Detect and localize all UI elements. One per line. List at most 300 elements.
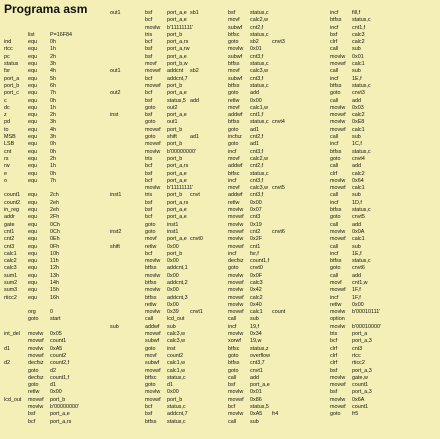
code-mnemonic: bsf: [145, 411, 153, 418]
code-line: [330, 54, 414, 61]
code-mnemonic: bsf: [330, 389, 338, 396]
code-label: d1: [4, 345, 10, 352]
code-operand: [352, 316, 414, 323]
code-line: [330, 149, 414, 156]
code-mnemonic: call: [145, 316, 154, 323]
code-mnemonic: movf: [330, 279, 342, 286]
code-label: count2: [4, 199, 21, 206]
code-operand: lcd_out: [167, 316, 185, 323]
code-line: [272, 316, 302, 323]
code-operand: port_a,rs: [167, 199, 189, 206]
code-operand: status,c: [250, 170, 269, 177]
code-mnemonic: bsf: [145, 53, 153, 60]
code-line: [110, 119, 130, 126]
code-label: out1: [110, 10, 121, 16]
code-operand: calc3: [352, 31, 365, 38]
code-line: [110, 68, 130, 75]
code-operand: port_a,e: [167, 53, 187, 60]
code-mnemonic: addwf: [145, 323, 160, 330]
code-label: fsr: [4, 68, 10, 75]
code-line: [330, 346, 414, 353]
code-line: [330, 404, 414, 411]
code-line: [330, 39, 414, 46]
code-line: [330, 382, 414, 389]
code-label: [4, 309, 28, 316]
code-mnemonic: bcf: [145, 163, 153, 170]
code-line: [110, 149, 130, 156]
code-label: [190, 375, 210, 382]
code-operand: 14h: [50, 279, 59, 286]
code-operand: sub: [352, 68, 361, 75]
code-line: [190, 141, 210, 148]
code-line: [272, 134, 302, 141]
code-mnemonic: movwf: [228, 309, 244, 316]
code-line: [330, 389, 414, 396]
code-operand: inst1: [167, 221, 179, 228]
code-mnemonic: incf: [228, 177, 237, 184]
code-mnemonic: equ: [28, 207, 37, 214]
code-label: [110, 39, 130, 46]
code-line: [272, 39, 302, 46]
code-operand: 13h: [50, 272, 59, 279]
code-operand: d2: [50, 367, 56, 374]
code-line: [190, 360, 210, 367]
code-line: [330, 331, 414, 338]
code-mnemonic: equ: [28, 228, 37, 235]
code-label: [110, 360, 130, 367]
code-operand: status,5: [250, 404, 269, 411]
code-mnemonic: equ: [28, 214, 37, 221]
code-line: [110, 251, 130, 258]
code-mnemonic: movwf: [145, 367, 161, 374]
code-label: cnvt6: [272, 228, 285, 235]
code-operand: port_b: [167, 141, 183, 148]
code-operand: port_a,e: [167, 207, 187, 214]
code-line: [190, 10, 210, 17]
code-label: [110, 389, 130, 396]
code-mnemonic: movwf: [330, 382, 346, 389]
code-mnemonic: clrf: [330, 360, 338, 367]
code-mnemonic: retlw: [145, 301, 157, 308]
code-label: [190, 280, 210, 287]
code-line: [330, 295, 414, 302]
code-label: [4, 324, 28, 331]
code-label: [190, 171, 210, 178]
code-mnemonic: equ: [28, 134, 37, 141]
code-operand: count1: [352, 404, 369, 411]
code-line: [190, 353, 210, 360]
code-line: [330, 280, 414, 287]
code-line: [110, 360, 130, 367]
code-label: [190, 61, 210, 68]
code-label: [272, 389, 302, 396]
code-operand: b'00010000': [352, 323, 382, 330]
code-line: [110, 98, 130, 105]
code-mnemonic: goto: [28, 382, 39, 389]
code-operand: calc3,w: [250, 185, 268, 192]
code-line: [330, 68, 414, 75]
code-line: [190, 105, 210, 112]
code-mnemonic: goto: [330, 214, 341, 221]
code-label: [110, 236, 130, 243]
code-label: status: [4, 61, 19, 68]
code-label: [272, 163, 302, 170]
code-operand: b'00000000': [50, 404, 80, 411]
code-line: [110, 397, 130, 404]
code-line: [110, 178, 130, 185]
code-label: [190, 353, 210, 360]
code-line: [110, 54, 130, 61]
code-line: [190, 236, 210, 243]
code-label: out2: [110, 90, 121, 97]
code-line: [4, 258, 100, 265]
code-mnemonic: bcf: [145, 90, 153, 97]
code-operand: cnt3: [352, 345, 363, 352]
code-operand: 1D,f: [352, 199, 362, 206]
code-label: [272, 324, 302, 331]
code-line: [330, 265, 414, 272]
code-label: [110, 258, 130, 265]
code-operand: 1E,f: [352, 75, 362, 82]
code-line: [330, 360, 414, 367]
code-label: ind: [4, 39, 12, 46]
code-mnemonic: goto: [228, 126, 239, 133]
code-line: [190, 127, 210, 134]
code-operand: 0Eh: [50, 236, 60, 243]
code-mnemonic: btfsc: [228, 345, 240, 352]
code-operand: 3h: [50, 119, 56, 126]
code-label: cnvt3: [272, 39, 285, 46]
code-label: [190, 119, 210, 126]
code-label: inst: [110, 112, 119, 119]
code-label: rticc2: [4, 294, 17, 301]
code-mnemonic: movlw: [145, 272, 161, 279]
code-operand: b'11111111': [167, 24, 194, 31]
code-mnemonic: incf: [330, 141, 339, 148]
code-line: [110, 10, 130, 17]
code-column-6: [272, 10, 302, 419]
code-operand: calc2: [352, 39, 365, 46]
code-mnemonic: call: [330, 46, 339, 53]
code-label: port_c: [4, 90, 19, 97]
code-mnemonic: equ: [28, 97, 37, 104]
code-line: [272, 280, 302, 287]
code-label: [110, 331, 130, 338]
code-mnemonic: movlw: [145, 389, 161, 396]
code-line: [330, 222, 414, 229]
code-label: [272, 90, 302, 97]
code-line: [4, 324, 100, 331]
code-mnemonic: incf: [330, 10, 339, 16]
code-mnemonic: incf: [330, 24, 339, 31]
code-line: [4, 105, 100, 112]
code-line: [4, 244, 100, 251]
code-label: cnvt4: [272, 119, 285, 126]
code-mnemonic: movwf: [228, 214, 244, 221]
code-line: [190, 39, 210, 46]
code-operand: rtcc: [352, 352, 361, 359]
code-label: [272, 397, 302, 404]
code-mnemonic: movf: [228, 68, 240, 75]
code-label: [272, 141, 302, 148]
code-line: [330, 200, 414, 207]
code-label: rs: [4, 155, 9, 162]
code-line: [4, 346, 100, 353]
code-operand: 0Ch: [50, 228, 60, 235]
code-label: shift: [110, 243, 120, 250]
code-operand: cnt3,f: [250, 53, 264, 60]
code-line: [190, 119, 210, 126]
code-line: [4, 382, 100, 389]
code-line: [110, 156, 130, 163]
code-operand: 0x00: [167, 243, 179, 250]
code-line: [110, 185, 130, 192]
code-line: [330, 368, 414, 375]
code-operand: 0x00: [250, 199, 262, 206]
code-label: [110, 411, 130, 418]
code-line: [110, 404, 130, 411]
code-label: sum1: [4, 272, 18, 279]
code-operand: calc1,w: [250, 104, 268, 111]
code-operand: cnvt6: [352, 265, 365, 272]
code-label: [190, 302, 210, 309]
code-line: [272, 112, 302, 119]
code-operand: 1F,f: [352, 294, 361, 301]
code-mnemonic: list: [28, 31, 35, 38]
code-label: [272, 149, 302, 156]
code-mnemonic: goto: [145, 104, 156, 111]
code-operand: 0x00: [352, 301, 364, 308]
code-operand: port_b: [167, 82, 183, 89]
code-mnemonic: btfsc: [145, 374, 157, 381]
code-line: [110, 163, 130, 170]
code-line: [190, 90, 210, 97]
code-line: [272, 98, 302, 105]
code-line: [330, 353, 414, 360]
code-operand: status,5: [167, 97, 186, 104]
code-mnemonic: call: [330, 97, 339, 104]
code-line: [330, 10, 414, 17]
code-operand: 1h: [50, 163, 56, 170]
code-operand: 0Ch: [50, 221, 60, 228]
code-operand: 0h: [50, 148, 56, 155]
code-mnemonic: movlw: [28, 331, 44, 338]
code-label: [272, 287, 302, 294]
code-operand: 2eh: [50, 199, 59, 206]
code-mnemonic: incf: [228, 323, 237, 330]
code-label: [110, 171, 130, 178]
code-mnemonic: movwf: [330, 236, 346, 243]
code-line: [110, 76, 130, 83]
code-mnemonic: goto: [228, 141, 239, 148]
code-label: MSB: [4, 134, 16, 141]
code-label: sub: [110, 323, 119, 330]
code-operand: port_a,3: [352, 338, 372, 345]
code-mnemonic: goto: [228, 90, 239, 97]
code-line: [272, 17, 302, 24]
code-line: [272, 178, 302, 185]
code-operand: b'00010111': [352, 309, 381, 316]
code-operand: port_a,rs: [167, 163, 189, 170]
code-label: [272, 331, 302, 338]
code-mnemonic: movwf: [28, 396, 44, 403]
code-line: [272, 265, 302, 272]
code-operand: sb2: [250, 39, 259, 46]
code-line: [4, 149, 100, 156]
code-label: [190, 149, 210, 156]
code-mnemonic: movwf: [145, 126, 161, 133]
code-line: [110, 61, 130, 68]
code-mnemonic: call: [228, 418, 237, 425]
code-mnemonic: org: [28, 309, 36, 316]
code-line: [4, 185, 100, 192]
code-line: [272, 32, 302, 39]
code-operand: cnt2: [250, 228, 261, 235]
code-label: [272, 61, 302, 68]
code-mnemonic: btfss: [330, 207, 342, 214]
code-line: [272, 105, 302, 112]
code-label: [110, 207, 130, 214]
code-line: [110, 295, 130, 302]
code-label: calc1: [4, 250, 17, 257]
code-label: [190, 389, 210, 396]
code-operand: cnt3,f: [250, 148, 264, 155]
code-operand: 0x00: [167, 287, 179, 294]
code-label: [110, 127, 130, 134]
code-label: [110, 178, 130, 185]
code-operand: status,c: [250, 119, 269, 126]
code-line: [190, 411, 210, 418]
code-mnemonic: goto: [28, 367, 39, 374]
code-label: [110, 76, 130, 83]
code-line: [110, 229, 130, 236]
code-mnemonic: bcf: [330, 338, 338, 345]
code-mnemonic: movlw: [28, 345, 44, 352]
code-label: rw: [4, 163, 10, 170]
code-mnemonic: clrf: [330, 345, 338, 352]
code-line: [110, 273, 130, 280]
code-operand: 2eh: [50, 207, 59, 214]
code-mnemonic: movlw: [330, 53, 346, 60]
code-line: [272, 83, 302, 90]
code-mnemonic: movf: [145, 236, 157, 243]
code-operand: count2: [167, 352, 184, 359]
code-label: [110, 346, 130, 353]
code-label: [4, 316, 28, 323]
code-operand: status,c: [352, 258, 371, 265]
code-line: [190, 389, 210, 396]
code-operand: port_b: [167, 126, 183, 133]
code-mnemonic: btfss: [228, 360, 240, 367]
code-operand: calc2,w: [250, 17, 268, 24]
code-label: [190, 244, 210, 251]
code-operand: calc2: [250, 294, 263, 301]
code-mnemonic: movlw: [330, 374, 346, 381]
code-line: [272, 236, 302, 243]
code-mnemonic: incfsz: [228, 134, 242, 141]
code-operand: 0x00: [167, 301, 179, 308]
code-label: [110, 163, 130, 170]
code-operand: 19,w: [250, 338, 262, 345]
code-mnemonic: call: [228, 316, 237, 323]
code-operand: fill,f: [352, 10, 361, 16]
code-line: [4, 25, 100, 32]
code-mnemonic: subwf: [228, 75, 243, 82]
code-label: [272, 360, 302, 367]
code-label: [190, 382, 210, 389]
code-operand: port_b: [50, 396, 66, 403]
code-operand: 3h: [50, 61, 56, 68]
code-column-4: [190, 10, 210, 419]
code-operand: calc3: [250, 279, 263, 286]
code-line: [190, 273, 210, 280]
code-mnemonic: equ: [28, 82, 37, 89]
code-mnemonic: equ: [28, 250, 37, 257]
code-label: [110, 54, 130, 61]
code-label: [190, 17, 210, 24]
code-label: sum3: [4, 287, 18, 294]
code-label: [110, 119, 130, 126]
code-line: [110, 258, 130, 265]
code-mnemonic: equ: [28, 243, 37, 250]
code-line: [4, 375, 100, 382]
code-label: [110, 200, 130, 207]
code-mnemonic: equ: [28, 258, 37, 265]
code-line: [110, 112, 130, 119]
code-line: [330, 98, 414, 105]
code-line: [330, 375, 414, 382]
code-label: [190, 127, 210, 134]
code-mnemonic: movlw: [145, 24, 161, 31]
code-label: [110, 404, 130, 411]
code-operand: count1: [352, 382, 369, 389]
code-mnemonic: bsf: [145, 97, 153, 104]
code-line: [272, 302, 302, 309]
code-mnemonic: equ: [28, 287, 37, 294]
code-label: cnvt0: [190, 236, 203, 243]
code-line: [190, 185, 210, 192]
code-mnemonic: btfss: [145, 279, 157, 286]
code-operand: cnt2,f: [250, 134, 264, 141]
code-mnemonic: btfss: [228, 82, 240, 89]
code-mnemonic: call: [330, 163, 339, 170]
code-line: [330, 61, 414, 68]
code-line: [4, 163, 100, 170]
code-line: [110, 368, 130, 375]
code-label: [110, 295, 130, 302]
code-operand: cnt1,f: [352, 24, 366, 31]
code-label: port_b: [4, 82, 20, 89]
code-mnemonic: btfsc: [228, 31, 240, 38]
code-label: [110, 251, 130, 258]
code-mnemonic: incf: [330, 250, 339, 257]
code-operand: status,c: [352, 148, 371, 155]
code-operand: 0x40: [250, 301, 262, 308]
code-line: [4, 353, 100, 360]
code-label: [272, 236, 302, 243]
code-label: rtcc: [4, 46, 13, 53]
code-label: [190, 83, 210, 90]
code-mnemonic: goto: [330, 411, 341, 418]
code-line: [330, 258, 414, 265]
code-line: [272, 141, 302, 148]
code-line: [330, 309, 414, 316]
code-operand: add: [352, 221, 361, 228]
code-operand: port_a,e: [250, 382, 270, 389]
code-operand: add: [352, 97, 361, 104]
code-operand: addcnt,7: [167, 411, 188, 418]
code-operand: 0x6A: [352, 396, 365, 403]
